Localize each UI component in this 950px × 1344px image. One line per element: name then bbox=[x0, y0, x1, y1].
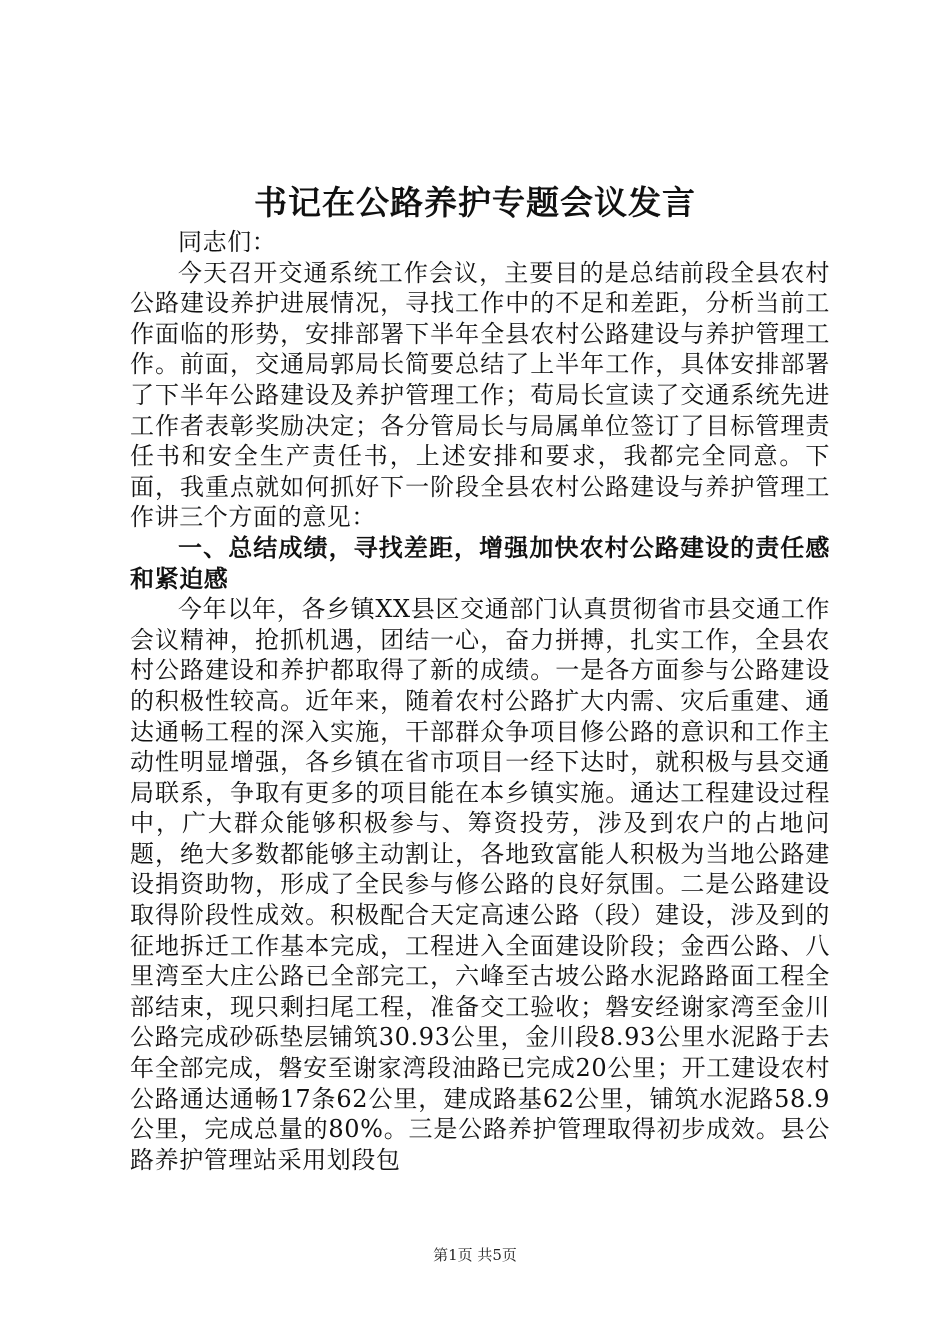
document-body bbox=[130, 227, 830, 1175]
document-title: 书记在公路养护专题会议发言 bbox=[254, 183, 696, 222]
salutation: 同志们： bbox=[178, 228, 277, 256]
page-number-footer: 第1页 共5页 bbox=[433, 1246, 517, 1264]
section-paragraph: 今年以年，各乡镇XX县区交通部门认真贯彻省市县交通工作会议精神，抢抓机遇，团结一心，奋力拼搏，扎实工作，全县农村公路建设和养护都取得了新的成绩。一是各方面参与公路建设的积极性较高。近年来，随着农村公路扩大内需、灾后重建、通达通畅工程的深入实施，干部群众争项目修公路的意识和工作主动性明显增强，各乡镇在省市项目一经下达时，就积极与县交通局联系，争取有更多的项目能在本乡镇实施。通达工程建设过程中，广大群众能够积极参与、筹资投劳，涉及到农户的占地问题，绝大多数都能够主动割让，各地致富能人积极为当地公路建设捐资助物，形成了全民参与修公路的良好氛围。二是公路建设取得阶段性成效。积极配合天定高速公路（段）建设，涉及到的征地拆迁工作基本完成，工程进入全面建设阶段；金西公路、八里湾至大庄公路已全部完工，六峰至古坡公路水泥路路面工程全部结束，现只剩扫尾工程，准备交工验收；磐安经谢家湾至金川公路完成砂砾垫层铺筑30.93公里，金川段8.93公里水泥路于去年全部完成，磐安至谢家湾段油路已完成20公里；开工建设农村公路通达通畅17条62公里，建成路基62公里，铺筑水泥路58.9公里，完成总量的80%。三是公路养护管理取得初步成效。县公路养护管理站采用划段包 bbox=[130, 595, 830, 1174]
section-heading: 一、总结成绩，寻找差距，增强加快农村公路建设的责任感和紧迫感 bbox=[130, 533, 830, 593]
intro-paragraph: 今天召开交通系统工作会议，主要目的是总结前段全县农村公路建设养护进展情况，寻找工作中的不足和差距，分析当前工作面临的形势，安排部署下半年全县农村公路建设与养护管理工作。前面，交通局郭局长简要总结了上半年工作，具体安排部署了下半年公路建设及养护管理工作；荀局长宣读了交通系统先进工作者表彰奖励决定；各分管局长与局属单位签订了目标管理责任书和安全生产责任书，上述安排和要求，我都完全同意。下面，我重点就如何抓好下一阶段全县农村公路建设与养护管理工作讲三个方面的意见： bbox=[130, 258, 830, 532]
